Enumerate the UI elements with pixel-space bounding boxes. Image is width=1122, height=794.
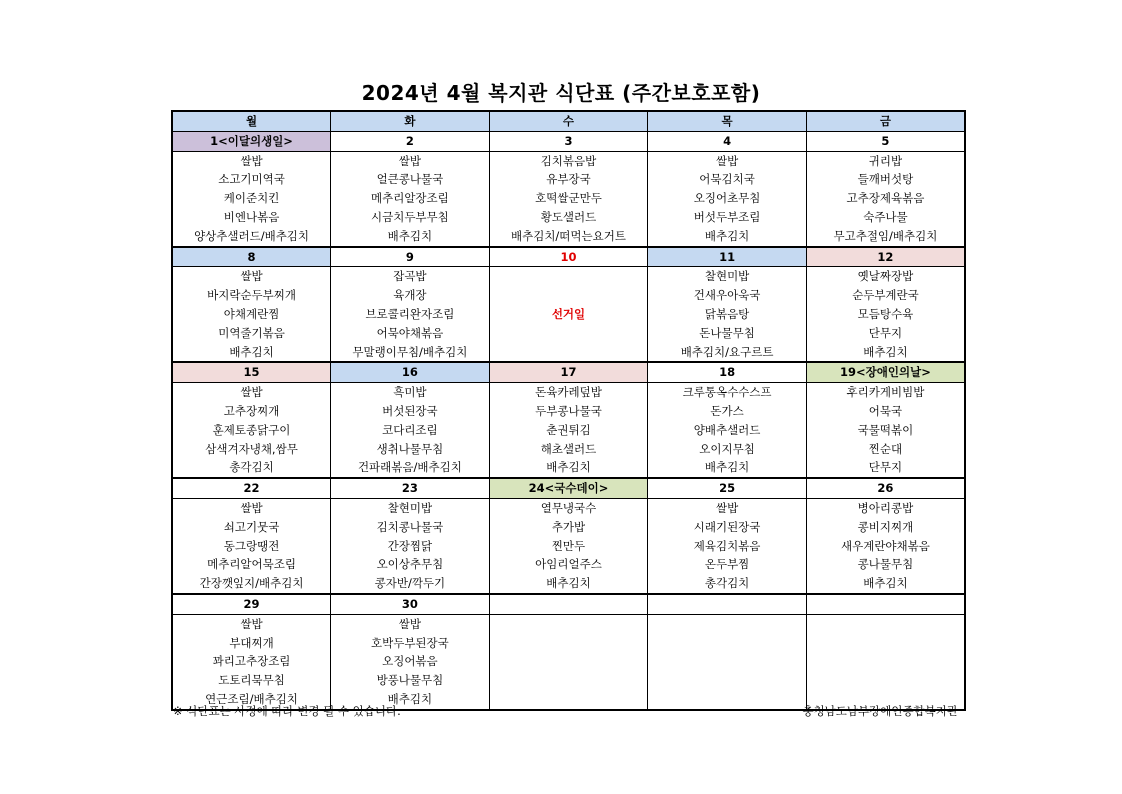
menu-item: 쌀밥: [172, 267, 331, 286]
menu-item: 배추김치: [806, 343, 965, 363]
menu-item: [489, 634, 648, 653]
menu-item: 양상추샐러드/배추김치: [172, 227, 331, 247]
menu-item: 양배추샐러드: [648, 421, 807, 440]
menu-row: [172, 440, 965, 459]
menu-item: 배추김치: [331, 227, 490, 247]
menu-item: 배추김치: [648, 458, 807, 478]
menu-item: [648, 671, 807, 690]
menu-item: 콩비지찌개: [806, 518, 965, 537]
footer-note: ※ 식단표는 사정에 따라 변경 될 수 있습니다.: [173, 704, 401, 718]
menu-row: [172, 671, 965, 690]
menu-item: 동그랑땡전: [172, 537, 331, 556]
menu-item: 방풍나물무침: [331, 671, 490, 690]
menu-row: [172, 189, 965, 208]
menu-item: 배추김치/떠먹는요거트: [489, 227, 648, 247]
menu-item: [489, 614, 648, 633]
menu-item: 온두부찜: [648, 555, 807, 574]
date-row-week-1: [172, 131, 965, 151]
menu-item: 국물떡볶이: [806, 421, 965, 440]
weekday-mon: 월: [172, 111, 331, 131]
menu-row: [172, 305, 965, 324]
menu-item: 크루통옥수수스프: [648, 383, 807, 402]
menu-item: 쌀밥: [331, 614, 490, 633]
date-cell-holiday: 10: [489, 247, 648, 267]
menu-item: [489, 671, 648, 690]
menu-item: 배추김치: [331, 690, 490, 710]
menu-item: [489, 267, 648, 286]
menu-item: 황도샐러드: [489, 208, 648, 227]
menu-item: 들깨버섯탕: [806, 170, 965, 189]
menu-row: [172, 343, 965, 363]
menu-item: 숙주나물: [806, 208, 965, 227]
date-cell: 1<이달의생일>: [172, 131, 331, 151]
menu-item: 귀리밥: [806, 151, 965, 170]
weekday-fri: 금: [806, 111, 965, 131]
meal-calendar-table: [171, 110, 966, 711]
date-cell: 16: [331, 362, 490, 382]
date-cell: 18: [648, 362, 807, 382]
menu-item: 어묵야채볶음: [331, 324, 490, 343]
menu-item: 고추장제육볶음: [806, 189, 965, 208]
menu-item: [648, 652, 807, 671]
date-cell: [489, 594, 648, 614]
date-cell: 5: [806, 131, 965, 151]
menu-item: [806, 634, 965, 653]
organization-name: 충청남도남부장애인종합복지관: [802, 704, 958, 718]
menu-item: 육개장: [331, 286, 490, 305]
menu-item: 어묵김치국: [648, 170, 807, 189]
menu-item: 김치볶음밥: [489, 151, 648, 170]
menu-item: 얼큰콩나물국: [331, 170, 490, 189]
menu-item: 오징어볶음: [331, 652, 490, 671]
menu-item: 도토리묵무침: [172, 671, 331, 690]
weekday-thu: 목: [648, 111, 807, 131]
menu-row: [172, 170, 965, 189]
weekday-tue: 화: [331, 111, 490, 131]
date-cell: 29: [172, 594, 331, 614]
menu-row: [172, 574, 965, 594]
menu-row: [172, 555, 965, 574]
menu-item: 단무지: [806, 458, 965, 478]
menu-row: [172, 208, 965, 227]
date-cell: 24<국수데이>: [489, 478, 648, 498]
menu-item: 배추김치: [806, 574, 965, 594]
menu-item: 돈가스: [648, 402, 807, 421]
date-cell: 12: [806, 247, 965, 267]
menu-item: 쌀밥: [648, 151, 807, 170]
menu-item: [806, 614, 965, 633]
menu-item: 코다리조림: [331, 421, 490, 440]
menu-item: 메추리알장조림: [331, 189, 490, 208]
date-cell: 11: [648, 247, 807, 267]
weekday-wed: 수: [489, 111, 648, 131]
date-cell: 23: [331, 478, 490, 498]
menu-item: 쇠고기뭇국: [172, 518, 331, 537]
menu-item: 건새우아욱국: [648, 286, 807, 305]
menu-item: 열무냉국수: [489, 498, 648, 517]
menu-item: 추가밥: [489, 518, 648, 537]
menu-item: 버섯된장국: [331, 402, 490, 421]
menu-row: [172, 227, 965, 247]
menu-item: 미역줄기볶음: [172, 324, 331, 343]
menu-item: 배추김치: [489, 574, 648, 594]
date-cell: 4: [648, 131, 807, 151]
menu-row: [172, 286, 965, 305]
menu-item: 쌀밥: [172, 151, 331, 170]
menu-item: [806, 671, 965, 690]
menu-item: 오이상추무침: [331, 555, 490, 574]
menu-row: [172, 498, 965, 517]
date-cell: 15: [172, 362, 331, 382]
menu-item: 두부콩나물국: [489, 402, 648, 421]
menu-item: 제육김치볶음: [648, 537, 807, 556]
menu-row: [172, 458, 965, 478]
menu-item: 비엔나볶음: [172, 208, 331, 227]
menu-item: 삼색겨자냉채,쌈무: [172, 440, 331, 459]
menu-item: 쌀밥: [648, 498, 807, 517]
menu-item: [806, 652, 965, 671]
menu-item: 모듬탕수육: [806, 305, 965, 324]
date-cell: [806, 594, 965, 614]
date-row-week-4: [172, 478, 965, 498]
menu-row: [172, 518, 965, 537]
menu-item: 간장깻잎지/배추김치: [172, 574, 331, 594]
menu-item: 돈육카레덮밥: [489, 383, 648, 402]
menu-item: 어묵국: [806, 402, 965, 421]
date-cell: 26: [806, 478, 965, 498]
menu-item: [489, 652, 648, 671]
menu-item: 무고추절임/배추김치: [806, 227, 965, 247]
menu-item: 찐순대: [806, 440, 965, 459]
menu-item: 생취나물무침: [331, 440, 490, 459]
menu-item: 간장찜닭: [331, 537, 490, 556]
menu-row: [172, 614, 965, 633]
election-day-label: 선거일: [489, 305, 648, 324]
menu-row: [172, 324, 965, 343]
menu-item: [489, 286, 648, 305]
menu-item: 콩자반/깍두기: [331, 574, 490, 594]
menu-item: 배추김치: [648, 227, 807, 247]
menu-item: 브로콜리완자조림: [331, 305, 490, 324]
date-cell: 25: [648, 478, 807, 498]
menu-item: 후리카게비빔밥: [806, 383, 965, 402]
menu-item: 총각김치: [172, 458, 331, 478]
menu-item: 찰현미밥: [331, 498, 490, 517]
menu-item: 흑미밥: [331, 383, 490, 402]
date-cell: 2: [331, 131, 490, 151]
menu-item: 훈제토종닭구이: [172, 421, 331, 440]
menu-item: 김치콩나물국: [331, 518, 490, 537]
menu-item: 병아리콩밥: [806, 498, 965, 517]
date-cell: 19<장애인의날>: [806, 362, 965, 382]
menu-row: [172, 634, 965, 653]
date-row-week-2: [172, 247, 965, 267]
menu-item: 잡곡밥: [331, 267, 490, 286]
menu-item: 찐만두: [489, 537, 648, 556]
menu-item: 소고기미역국: [172, 170, 331, 189]
menu-row: [172, 402, 965, 421]
menu-item: 돈나물무침: [648, 324, 807, 343]
menu-item: 콩나물무침: [806, 555, 965, 574]
date-cell: 8: [172, 247, 331, 267]
menu-item: 오징어초무침: [648, 189, 807, 208]
menu-item: 버섯두부조림: [648, 208, 807, 227]
menu-row: [172, 652, 965, 671]
menu-item: [489, 343, 648, 363]
menu-row: [172, 383, 965, 402]
menu-item: 야채계란찜: [172, 305, 331, 324]
date-row-week-5: [172, 594, 965, 614]
date-cell: 22: [172, 478, 331, 498]
menu-item: 해초샐러드: [489, 440, 648, 459]
menu-item: 닭볶음탕: [648, 305, 807, 324]
menu-item: 배추김치: [489, 458, 648, 478]
menu-row: [172, 421, 965, 440]
date-cell: 9: [331, 247, 490, 267]
menu-row: [172, 267, 965, 286]
menu-row: [172, 537, 965, 556]
date-cell: 17: [489, 362, 648, 382]
page-title: 2024년 4월 복지관 식단표 (주간보호포함): [361, 81, 761, 105]
menu-item: 쌀밥: [172, 498, 331, 517]
menu-item: 고추장찌개: [172, 402, 331, 421]
weekday-header-row: [172, 111, 965, 131]
menu-item: 케이준치킨: [172, 189, 331, 208]
date-cell: 30: [331, 594, 490, 614]
menu-item: 찰현미밥: [648, 267, 807, 286]
menu-item: [489, 690, 648, 710]
menu-item: 메추리알어묵조림: [172, 555, 331, 574]
menu-item: 새우계란야채볶음: [806, 537, 965, 556]
date-cell: [648, 594, 807, 614]
menu-item: 쌀밥: [172, 383, 331, 402]
menu-item: 배추김치: [172, 343, 331, 363]
menu-item: 단무지: [806, 324, 965, 343]
menu-item: [648, 634, 807, 653]
menu-item: [648, 614, 807, 633]
menu-item: 배추김치/요구르트: [648, 343, 807, 363]
date-cell: 3: [489, 131, 648, 151]
menu-item: [648, 690, 807, 710]
menu-item: 총각김치: [648, 574, 807, 594]
menu-item: 유부장국: [489, 170, 648, 189]
menu-item: 춘권튀김: [489, 421, 648, 440]
menu-item: 무말랭이무침/배추김치: [331, 343, 490, 363]
menu-item: 오이지무침: [648, 440, 807, 459]
menu-item: 바지락순두부찌개: [172, 286, 331, 305]
menu-item: 부대찌개: [172, 634, 331, 653]
menu-item: 연근조림/배추김치: [172, 690, 331, 710]
menu-item: 쌀밥: [172, 614, 331, 633]
menu-item: 건파래볶음/배추김치: [331, 458, 490, 478]
menu-item: 옛날짜장밥: [806, 267, 965, 286]
menu-item: 꽈리고추장조림: [172, 652, 331, 671]
menu-item: 시래기된장국: [648, 518, 807, 537]
menu-item: 호떡쌀군만두: [489, 189, 648, 208]
menu-item: 아임리얼주스: [489, 555, 648, 574]
menu-item: [489, 324, 648, 343]
menu-item: 쌀밥: [331, 151, 490, 170]
menu-item: 호박두부된장국: [331, 634, 490, 653]
menu-item: 시금치두부무침: [331, 208, 490, 227]
menu-row: [172, 151, 965, 170]
menu-item: 순두부계란국: [806, 286, 965, 305]
date-row-week-3: [172, 362, 965, 382]
